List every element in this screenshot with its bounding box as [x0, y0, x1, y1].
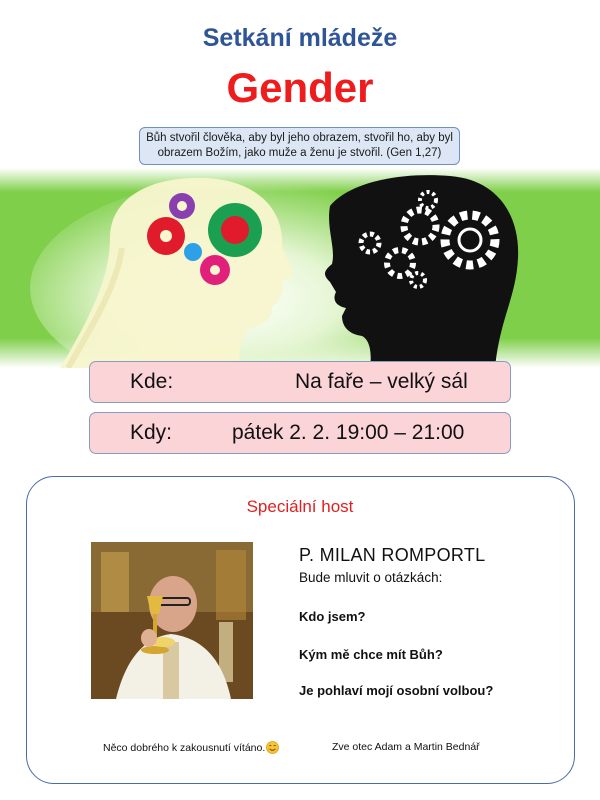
- footer-left-text: Něco dobrého k zakousnutí vítáno.: [103, 742, 266, 754]
- guest-photo: [91, 542, 253, 699]
- footer-left: [103, 741, 279, 754]
- guest-heading: Speciální host: [246, 497, 354, 516]
- time-box: [89, 412, 511, 454]
- time-label: Kdy:: [130, 421, 173, 444]
- bible-quote-box: [139, 127, 460, 165]
- page-title: Gender: [226, 64, 374, 111]
- question-item: Kdo jsem?: [299, 609, 366, 624]
- guest-name: P. MILAN ROMPORTL: [299, 545, 486, 565]
- location-box: [89, 361, 511, 403]
- gender-heads-illustration: [0, 168, 600, 368]
- smiley-icon: [266, 741, 279, 754]
- location-label: Kde:: [130, 370, 174, 393]
- quote-line-1: Bůh stvořil člověka, aby byl jeho obrazem, stvořil ho, aby byl: [146, 132, 453, 144]
- time-value: pátek 2. 2. 19:00 – 21:00: [232, 421, 465, 444]
- location-value: Na faře – velký sál: [295, 370, 468, 393]
- guest-intro: Bude mluvit o otázkách:: [299, 570, 443, 585]
- quote-line-2: obrazem Božím, jako muže a ženu je stvořil. (Gen 1,27): [157, 147, 442, 159]
- question-item: Je pohlaví mojí osobní volbou?: [299, 683, 494, 698]
- subtitle: Setkání mládeže: [202, 24, 398, 52]
- footer-right: Zve otec Adam a Martin Bednář: [332, 741, 480, 753]
- question-item: Kým mě chce mít Bůh?: [299, 647, 443, 662]
